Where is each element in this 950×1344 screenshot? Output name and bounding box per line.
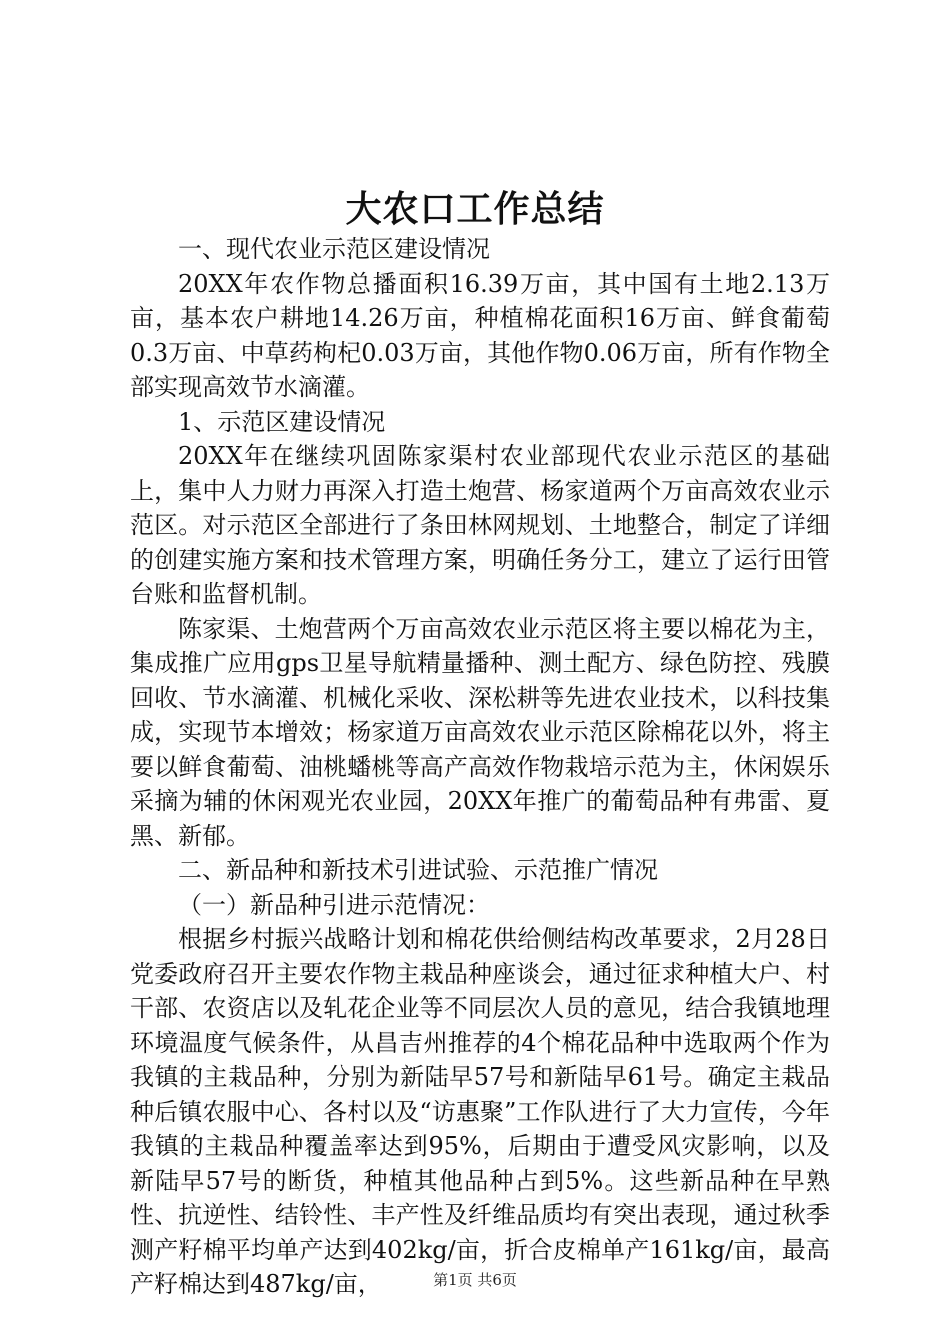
paragraph-demo-zone: 20XX年在继续巩固陈家渠村农业部现代农业示范区的基础上，集中人力财力再深入打造土炮营、杨家道两个万亩高效农业示范区。对示范区全部进行了条田林网规划、土地整合，制定了详细的创建实施方案和技术管理方案，明确任务分工，建立了运行田管台账和监督机制。 [130,442,830,608]
paragraph-planting-area: 20XX年农作物总播面积16.39万亩，其中国有土地2.13万亩，基本农户耕地14.26万亩，种植棉花面积16万亩、鲜食葡萄0.3万亩、中草药枸杞0.03万亩，其他作物0.06万亩，所有作物全部实现高效节水滴灌。 [130,269,830,401]
heading-section-1: 一、现代农业示范区建设情况 [178,235,490,263]
paragraph-demo-zone-tech: 陈家渠、土炮营两个万亩高效农业示范区将主要以棉花为主，集成推广应用gps卫星导航精量播种、测土配方、绿色防控、残膜回收、节水滴灌、机械化采收、深松耕等先进农业技术，以科技集成，实现节本增效；杨家道万亩高效农业示范区除棉花以外，将主要以鲜食葡萄、油桃蟠桃等高产高效作物栽培示范为主，休闲娱乐采摘为辅的休闲观光农业园，20XX年推广的葡萄品种有弗雷、夏黑、新郁。 [130,614,830,850]
document-title: 大农口工作总结 [345,188,605,230]
heading-section-2: 二、新品种和新技术引进试验、示范推广情况 [178,856,658,884]
heading-subsection-new-varieties: （一）新品种引进示范情况： [178,890,490,919]
paragraph-new-varieties: 根据乡村振兴战略计划和棉花供给侧结构改革要求，2月28日党委政府召开主要农作物主栽品种座谈会，通过征求种植大户、村干部、农资店以及轧花企业等不同层次人员的意见，结合我镇地理环境温度气候条件，从昌吉州推荐的4个棉花品种中选取两个作为我镇的主栽品种，分别为新陆早57号和新陆早61号。确定主栽品种后镇农服中心、各村以及“访惠聚”工作队进行了大力宣传，今年我镇的主栽品种覆盖率达到95%，后期由于遭受风灾影响，以及新陆早57号的断货，种植其他品种占到5%。这些新品种在早熟性、抗逆性、结铃性、丰产性及纤维品质均有突出表现，通过秋季测产籽棉平均单产达到402kg/亩，折合皮棉单产161kg/亩，最高产籽棉达到487kg/亩， [130,925,830,1298]
page-number: 第1页 共6页 [433,1271,517,1289]
heading-subsection-1: 1、示范区建设情况 [178,407,386,436]
document-body [130,232,830,1302]
